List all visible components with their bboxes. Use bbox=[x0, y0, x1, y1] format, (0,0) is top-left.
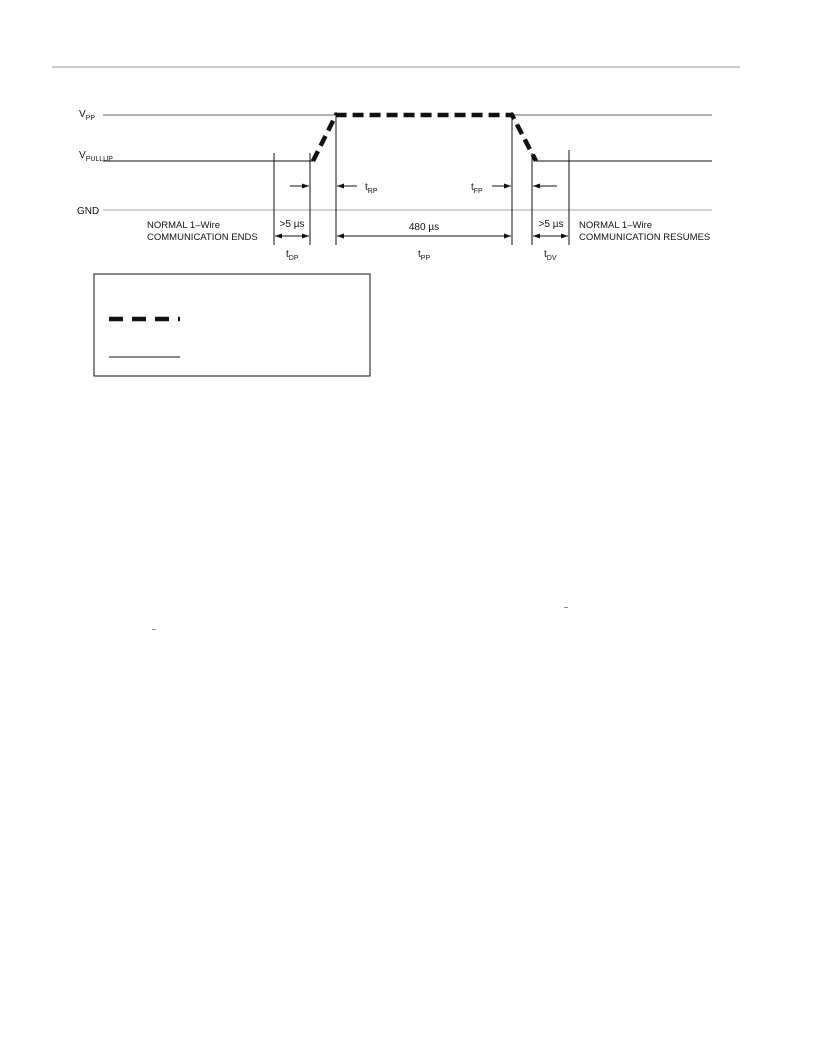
overline-mark-2: – bbox=[152, 626, 156, 633]
pulse-width-label: 480 µs bbox=[408, 222, 440, 233]
comm-ends-line2: COMMUNICATION ENDS bbox=[147, 232, 258, 243]
vpullup-label: $V_{PULLUP}$ bbox=[79, 150, 113, 163]
overline-mark-1: – bbox=[564, 604, 568, 611]
legend-box bbox=[94, 274, 370, 376]
delay-after-label: >5 µs bbox=[538, 219, 564, 230]
tfp-label: $t_{FP}$ bbox=[471, 182, 483, 195]
gnd-label: GND bbox=[77, 206, 100, 217]
comm-ends-line1: NORMAL 1–Wire bbox=[147, 220, 221, 231]
tdp-label: $t_{DP}$ bbox=[286, 249, 299, 262]
vpp-label: $V_{PP}$ bbox=[79, 109, 96, 122]
trp-label: $t_{RP}$ bbox=[365, 182, 378, 195]
comm-resumes-line2: COMMUNICATION RESUMES bbox=[579, 232, 711, 243]
tdv-label: $t_{DV}$ bbox=[544, 249, 557, 262]
delay-before-label: >5 µs bbox=[279, 219, 305, 230]
programming-pulse bbox=[313, 115, 536, 161]
tpp-label: $t_{PP}$ bbox=[418, 249, 431, 262]
comm-resumes-line1: NORMAL 1–Wire bbox=[579, 220, 653, 231]
